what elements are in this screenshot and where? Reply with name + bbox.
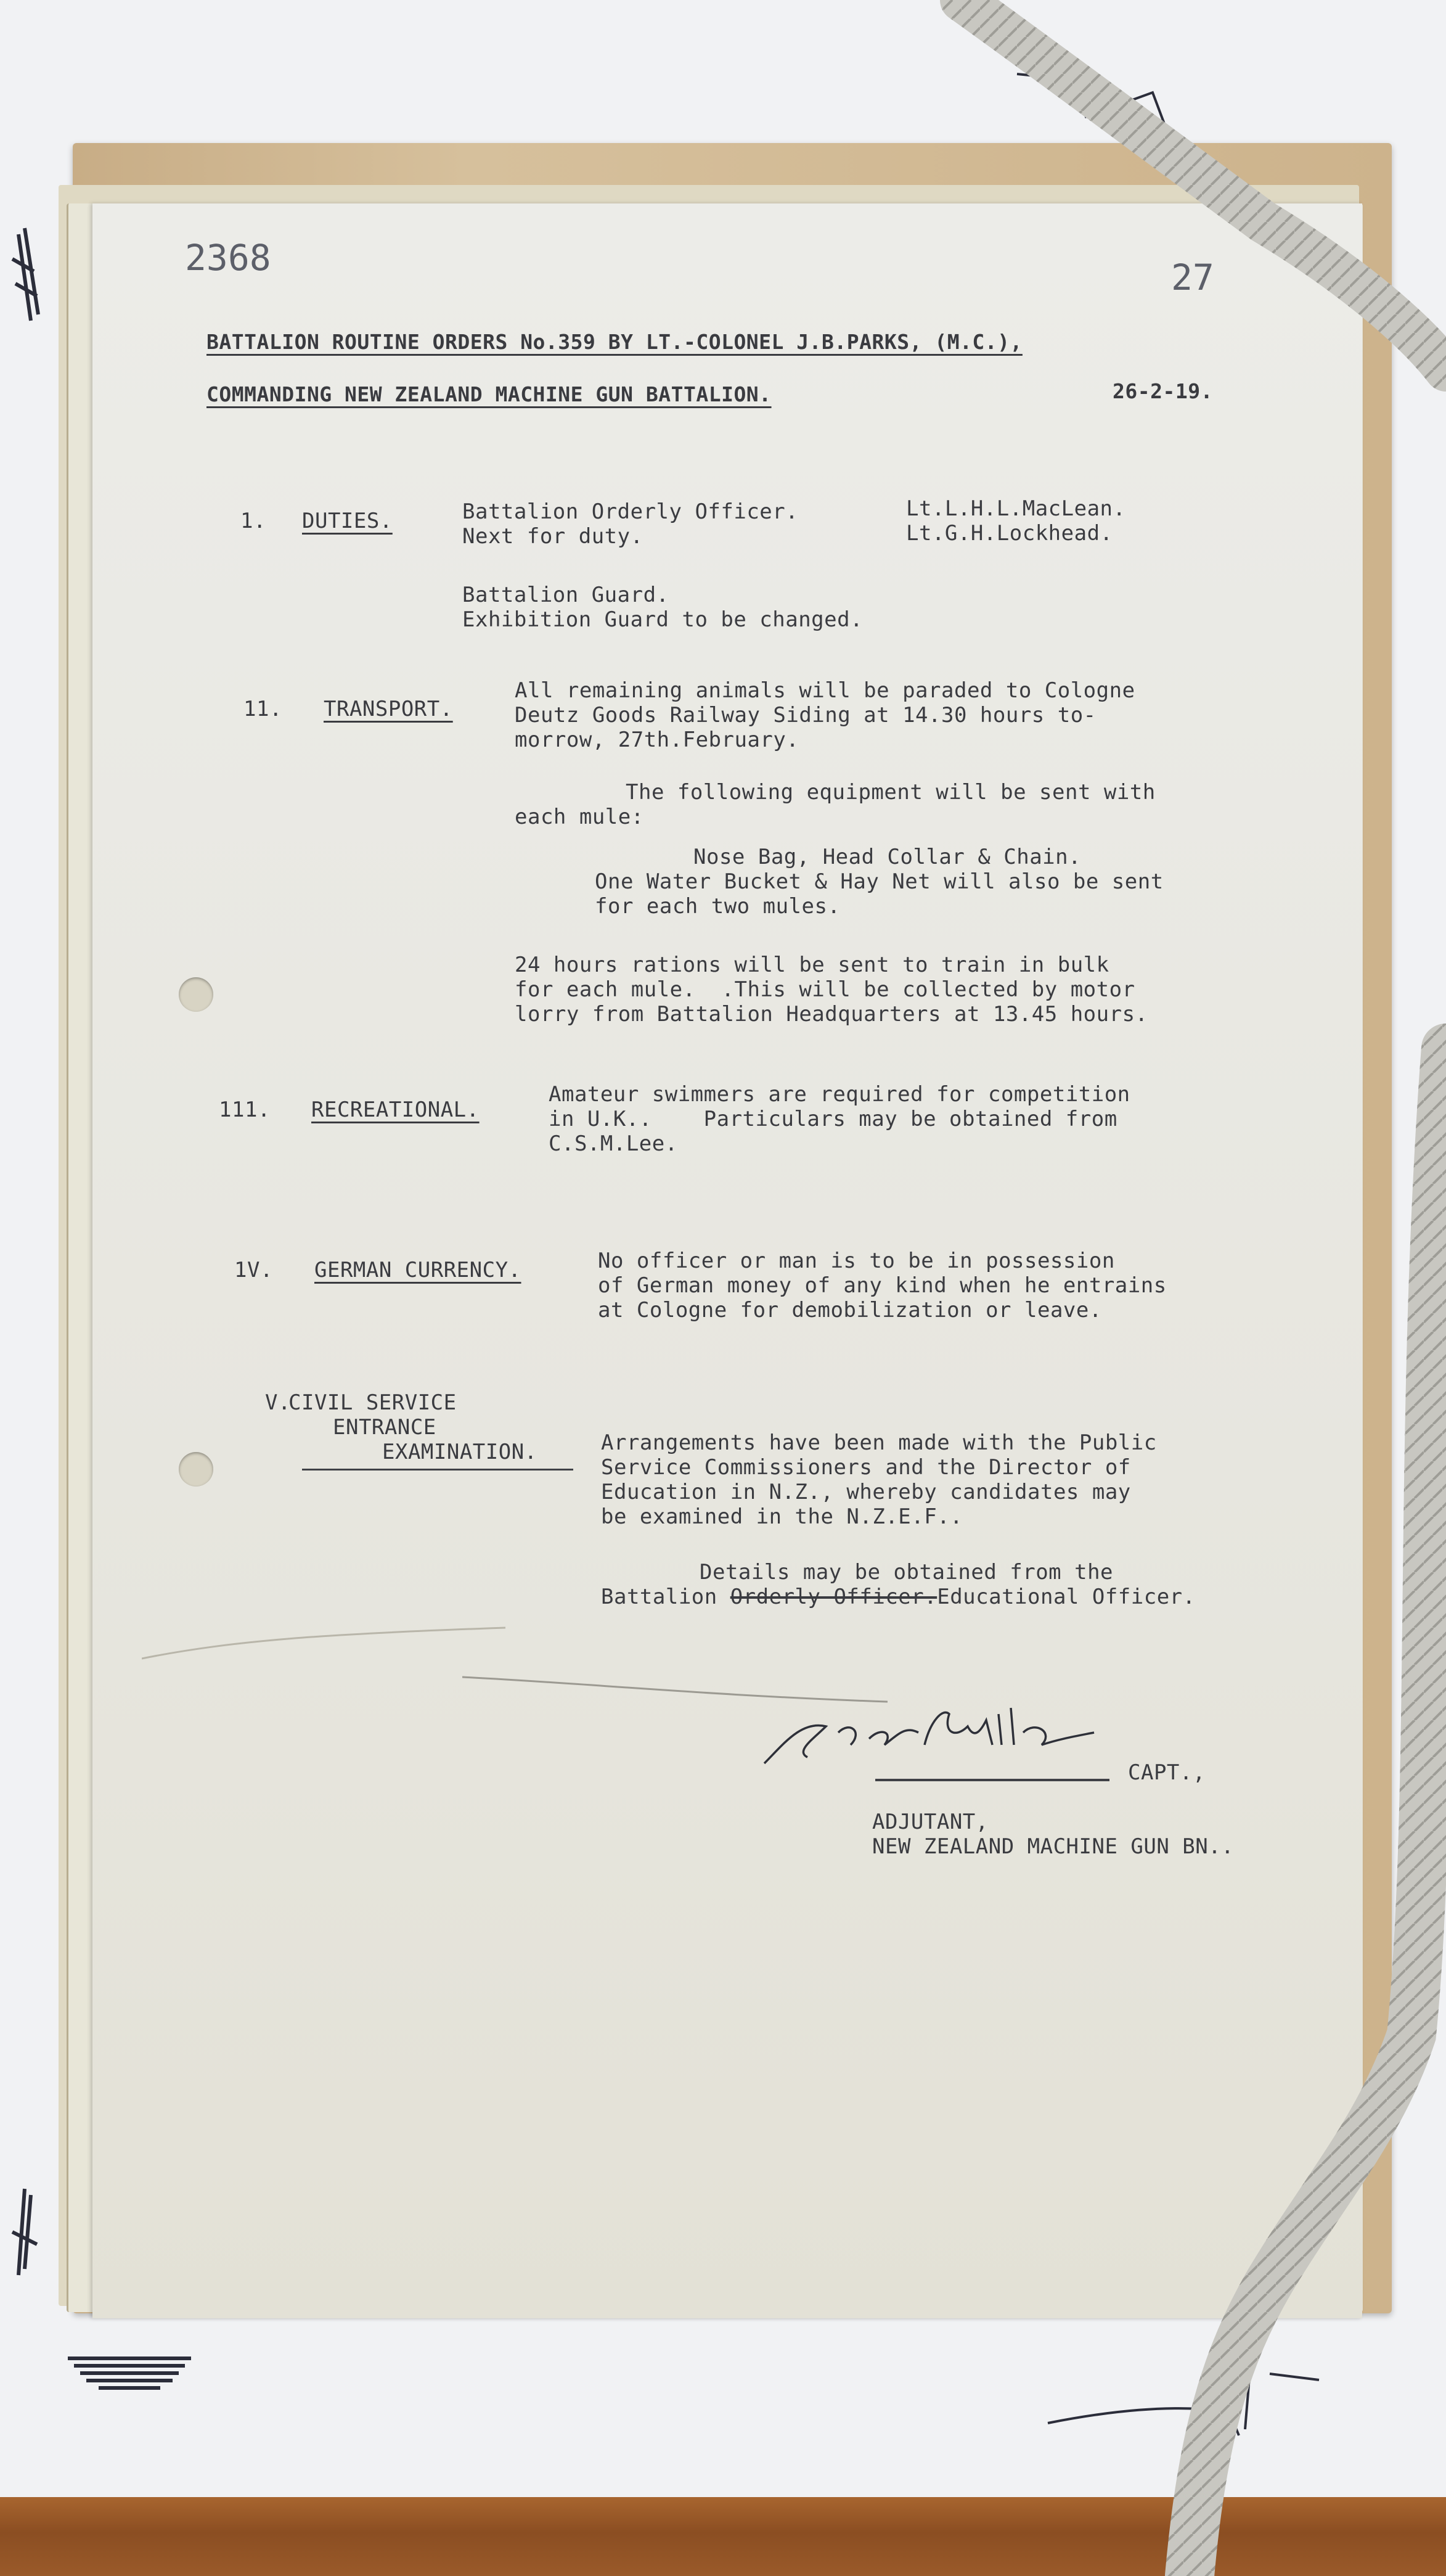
transport-item: Nose Bag, Head Collar & Chain. xyxy=(693,845,1082,869)
currency-line: of German money of any kind when he entrains xyxy=(598,1273,1167,1298)
transport-line: The following equipment will be sent with xyxy=(626,780,1156,805)
civil-service-line: be examined in the N.Z.E.F.. xyxy=(601,1504,963,1529)
section-number: 11. xyxy=(243,697,282,721)
transport-line: each mule: xyxy=(515,805,644,829)
transport-line: lorry from Battalion Headquarters at 13.45 hours. xyxy=(515,1002,1148,1027)
section-title-transport: TRANSPORT. xyxy=(324,697,453,721)
transport-line: Deutz Goods Railway Siding at 14.30 hours to- xyxy=(515,703,1097,728)
civil-service-line: Service Commissioners and the Director of xyxy=(601,1455,1131,1480)
section-number: 1V. xyxy=(234,1258,273,1282)
currency-line: No officer or man is to be in possession xyxy=(598,1249,1115,1273)
section-title-civil-service: EXAMINATION. xyxy=(382,1440,537,1464)
battalion-word: Battalion xyxy=(601,1585,730,1609)
civil-service-line: Details may be obtained from the xyxy=(700,1560,1114,1585)
section-number: V. xyxy=(265,1390,291,1415)
civil-service-line: Education in N.Z., whereby candidates may xyxy=(601,1480,1131,1504)
duties-line: Battalion Guard. xyxy=(462,583,669,607)
duties-line: Battalion Orderly Officer. xyxy=(462,499,799,524)
section-title-civil-service: ENTRANCE xyxy=(333,1415,436,1440)
transport-item: One Water Bucket & Hay Net will also be sent xyxy=(595,869,1164,894)
transport-line: All remaining animals will be paraded to Cologne xyxy=(515,678,1135,703)
section-title-civil-service: CIVIL SERVICE xyxy=(288,1390,457,1415)
section-number: 1. xyxy=(240,509,266,533)
duties-line: Exhibition Guard to be changed. xyxy=(462,607,864,632)
signature-title-line1: ADJUTANT, xyxy=(872,1810,989,1834)
recreational-line: Amateur swimmers are required for competition xyxy=(549,1082,1130,1107)
transport-line: 24 hours rations will be sent to train in bulk xyxy=(515,953,1109,977)
section-title-duties: DUTIES. xyxy=(302,509,393,533)
recreational-line: C.S.M.Lee. xyxy=(549,1131,678,1156)
currency-line: at Cologne for demobilization or leave. xyxy=(598,1298,1102,1323)
section-title-recreational: RECREATIONAL. xyxy=(311,1097,480,1122)
orders-header-line1: BATTALION ROUTINE ORDERS No.359 BY LT.-COLONEL J.B.PARKS, (M.C.), xyxy=(206,330,1023,354)
transport-item: for each two mules. xyxy=(595,894,841,919)
page-id-number: 2368 xyxy=(185,237,271,279)
page-number: 27 xyxy=(1171,256,1214,298)
section-number: 111. xyxy=(219,1097,271,1122)
struck-out-text: Orderly Officer. xyxy=(730,1585,937,1609)
transport-line: for each mule. .This will be collected by motor xyxy=(515,977,1135,1002)
duties-value: Lt.L.H.L.MacLean. xyxy=(906,496,1126,521)
recreational-line: in U.K.. Particulars may be obtained from xyxy=(549,1107,1117,1131)
orders-date: 26-2-19. xyxy=(1113,379,1213,403)
orders-header-line2: COMMANDING NEW ZEALAND MACHINE GUN BATTALION. xyxy=(206,382,772,406)
duties-value: Lt.G.H.Lockhead. xyxy=(906,521,1113,546)
section-title-german-currency: GERMAN CURRENCY. xyxy=(314,1258,521,1282)
signature-rank: CAPT., xyxy=(1128,1760,1206,1785)
transport-line: morrow, 27th.February. xyxy=(515,728,799,752)
civil-service-line: Arrangements have been made with the Public xyxy=(601,1430,1157,1455)
signature-title-line2: NEW ZEALAND MACHINE GUN BN.. xyxy=(872,1834,1235,1859)
duties-line: Next for duty. xyxy=(462,524,643,549)
educational-officer-text: Educational Officer. xyxy=(937,1585,1196,1609)
